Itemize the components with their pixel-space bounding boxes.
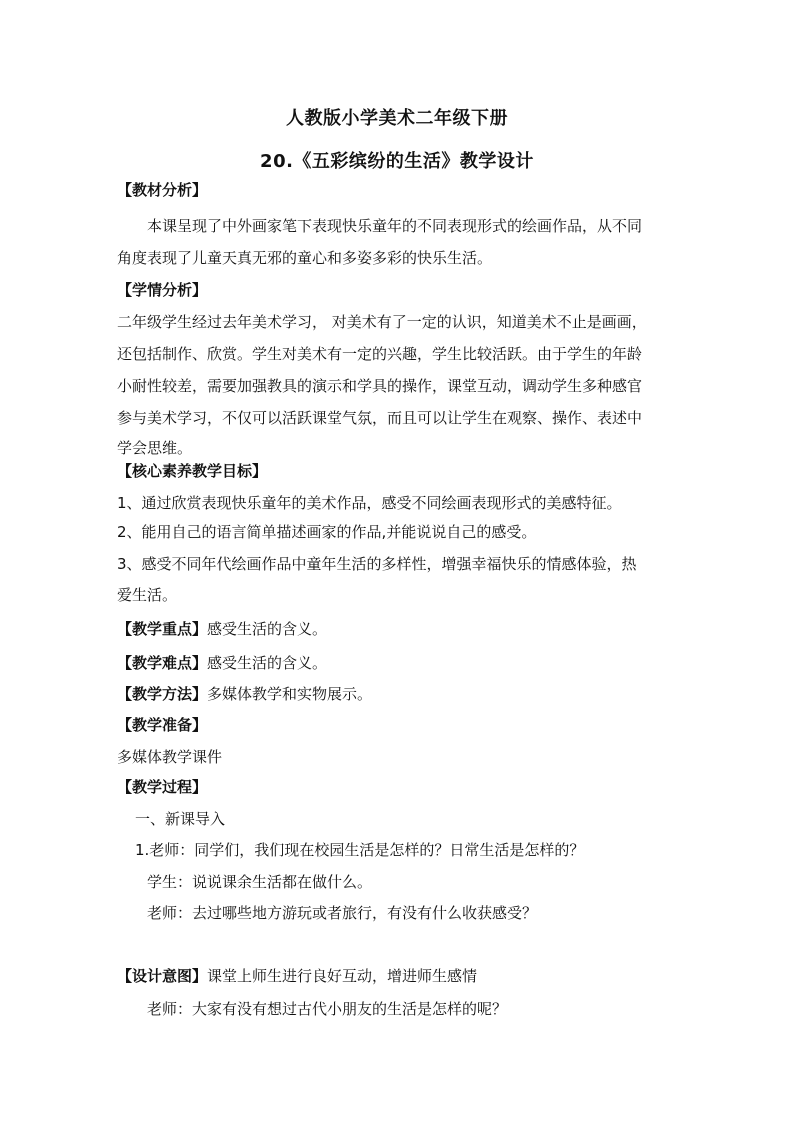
design-intent-text: 课堂上师生进行良好互动，增进师生感情 (207, 967, 478, 985)
key-point-label: 【教学重点】 (117, 620, 208, 638)
objective-item: 3、感受不同年代绘画作品中童年生活的多样性，增强幸福快乐的情感体验，热 (117, 555, 637, 573)
student-analysis-line: 参与美术学习，不仅可以活跃课堂气氛，而且可以让学生在观察、操作、表述中 (117, 409, 643, 427)
material-analysis-line: 本课呈现了中外画家笔下表现快乐童年的不同表现形式的绘画作品，从不同 (147, 217, 643, 235)
student-analysis-line: 二年级学生经过去年美术学习， 对美术有了一定的认识，知道美术不止是画画， (117, 313, 647, 331)
process-teacher-line: 老师：去过哪些地方游玩或者旅行，有没有什么收获感受？ (147, 904, 538, 922)
material-analysis-heading: 【教材分析】 (117, 181, 208, 199)
difficulty-row (117, 653, 677, 673)
process-student-line: 学生：说说课余生活都在做什么。 (147, 873, 373, 891)
document-title: 人教版小学美术二年级下册 (286, 108, 508, 129)
method-text: 多媒体教学和实物展示。 (207, 685, 373, 703)
student-analysis-line: 小耐性较差，需要加强教具的演示和学具的操作，课堂互动，调动学生多种感官 (117, 377, 643, 395)
method-label: 【教学方法】 (117, 685, 208, 703)
student-analysis-line: 还包括制作、欣赏。学生对美术有一定的兴趣，学生比较活跃。由于学生的年龄 (117, 345, 643, 363)
difficulty-text: 感受生活的含义。 (207, 654, 328, 672)
student-analysis-line: 学会思维。 (117, 439, 193, 457)
closing-teacher-line: 老师：大家有没有想过古代小朋友的生活是怎样的呢？ (147, 1000, 508, 1018)
preparation-text: 多媒体教学课件 (117, 748, 223, 766)
student-analysis-heading: 【学情分析】 (117, 281, 208, 299)
document-subtitle: 20.《五彩缤纷的生活》教学设计 (260, 151, 534, 172)
objective-item: 1、通过欣赏表现快乐童年的美术作品，感受不同绘画表现形式的美感特征。 (117, 494, 622, 512)
design-intent-label: 【设计意图】 (117, 967, 208, 985)
difficulty-label: 【教学难点】 (117, 654, 208, 672)
process-heading: 【教学过程】 (117, 778, 208, 796)
process-question: 1.老师：同学们，我们现在校园生活是怎样的？日常生活是怎样的？ (135, 841, 585, 859)
key-point-text: 感受生活的含义。 (207, 620, 328, 638)
material-analysis-line: 角度表现了儿童天真无邪的童心和多姿多彩的快乐生活。 (117, 249, 493, 267)
preparation-heading: 【教学准备】 (117, 716, 208, 734)
objective-item: 爱生活。 (117, 586, 178, 604)
method-row (117, 684, 677, 704)
objective-item: 2、能用自己的语言简单描述画家的作品,并能说说自己的感受。 (117, 523, 537, 541)
process-section-title: 一、新课导入 (135, 810, 226, 828)
objectives-heading: 【核心素养教学目标】 (117, 462, 268, 480)
key-point-row (117, 619, 677, 639)
design-intent-row (117, 966, 677, 986)
